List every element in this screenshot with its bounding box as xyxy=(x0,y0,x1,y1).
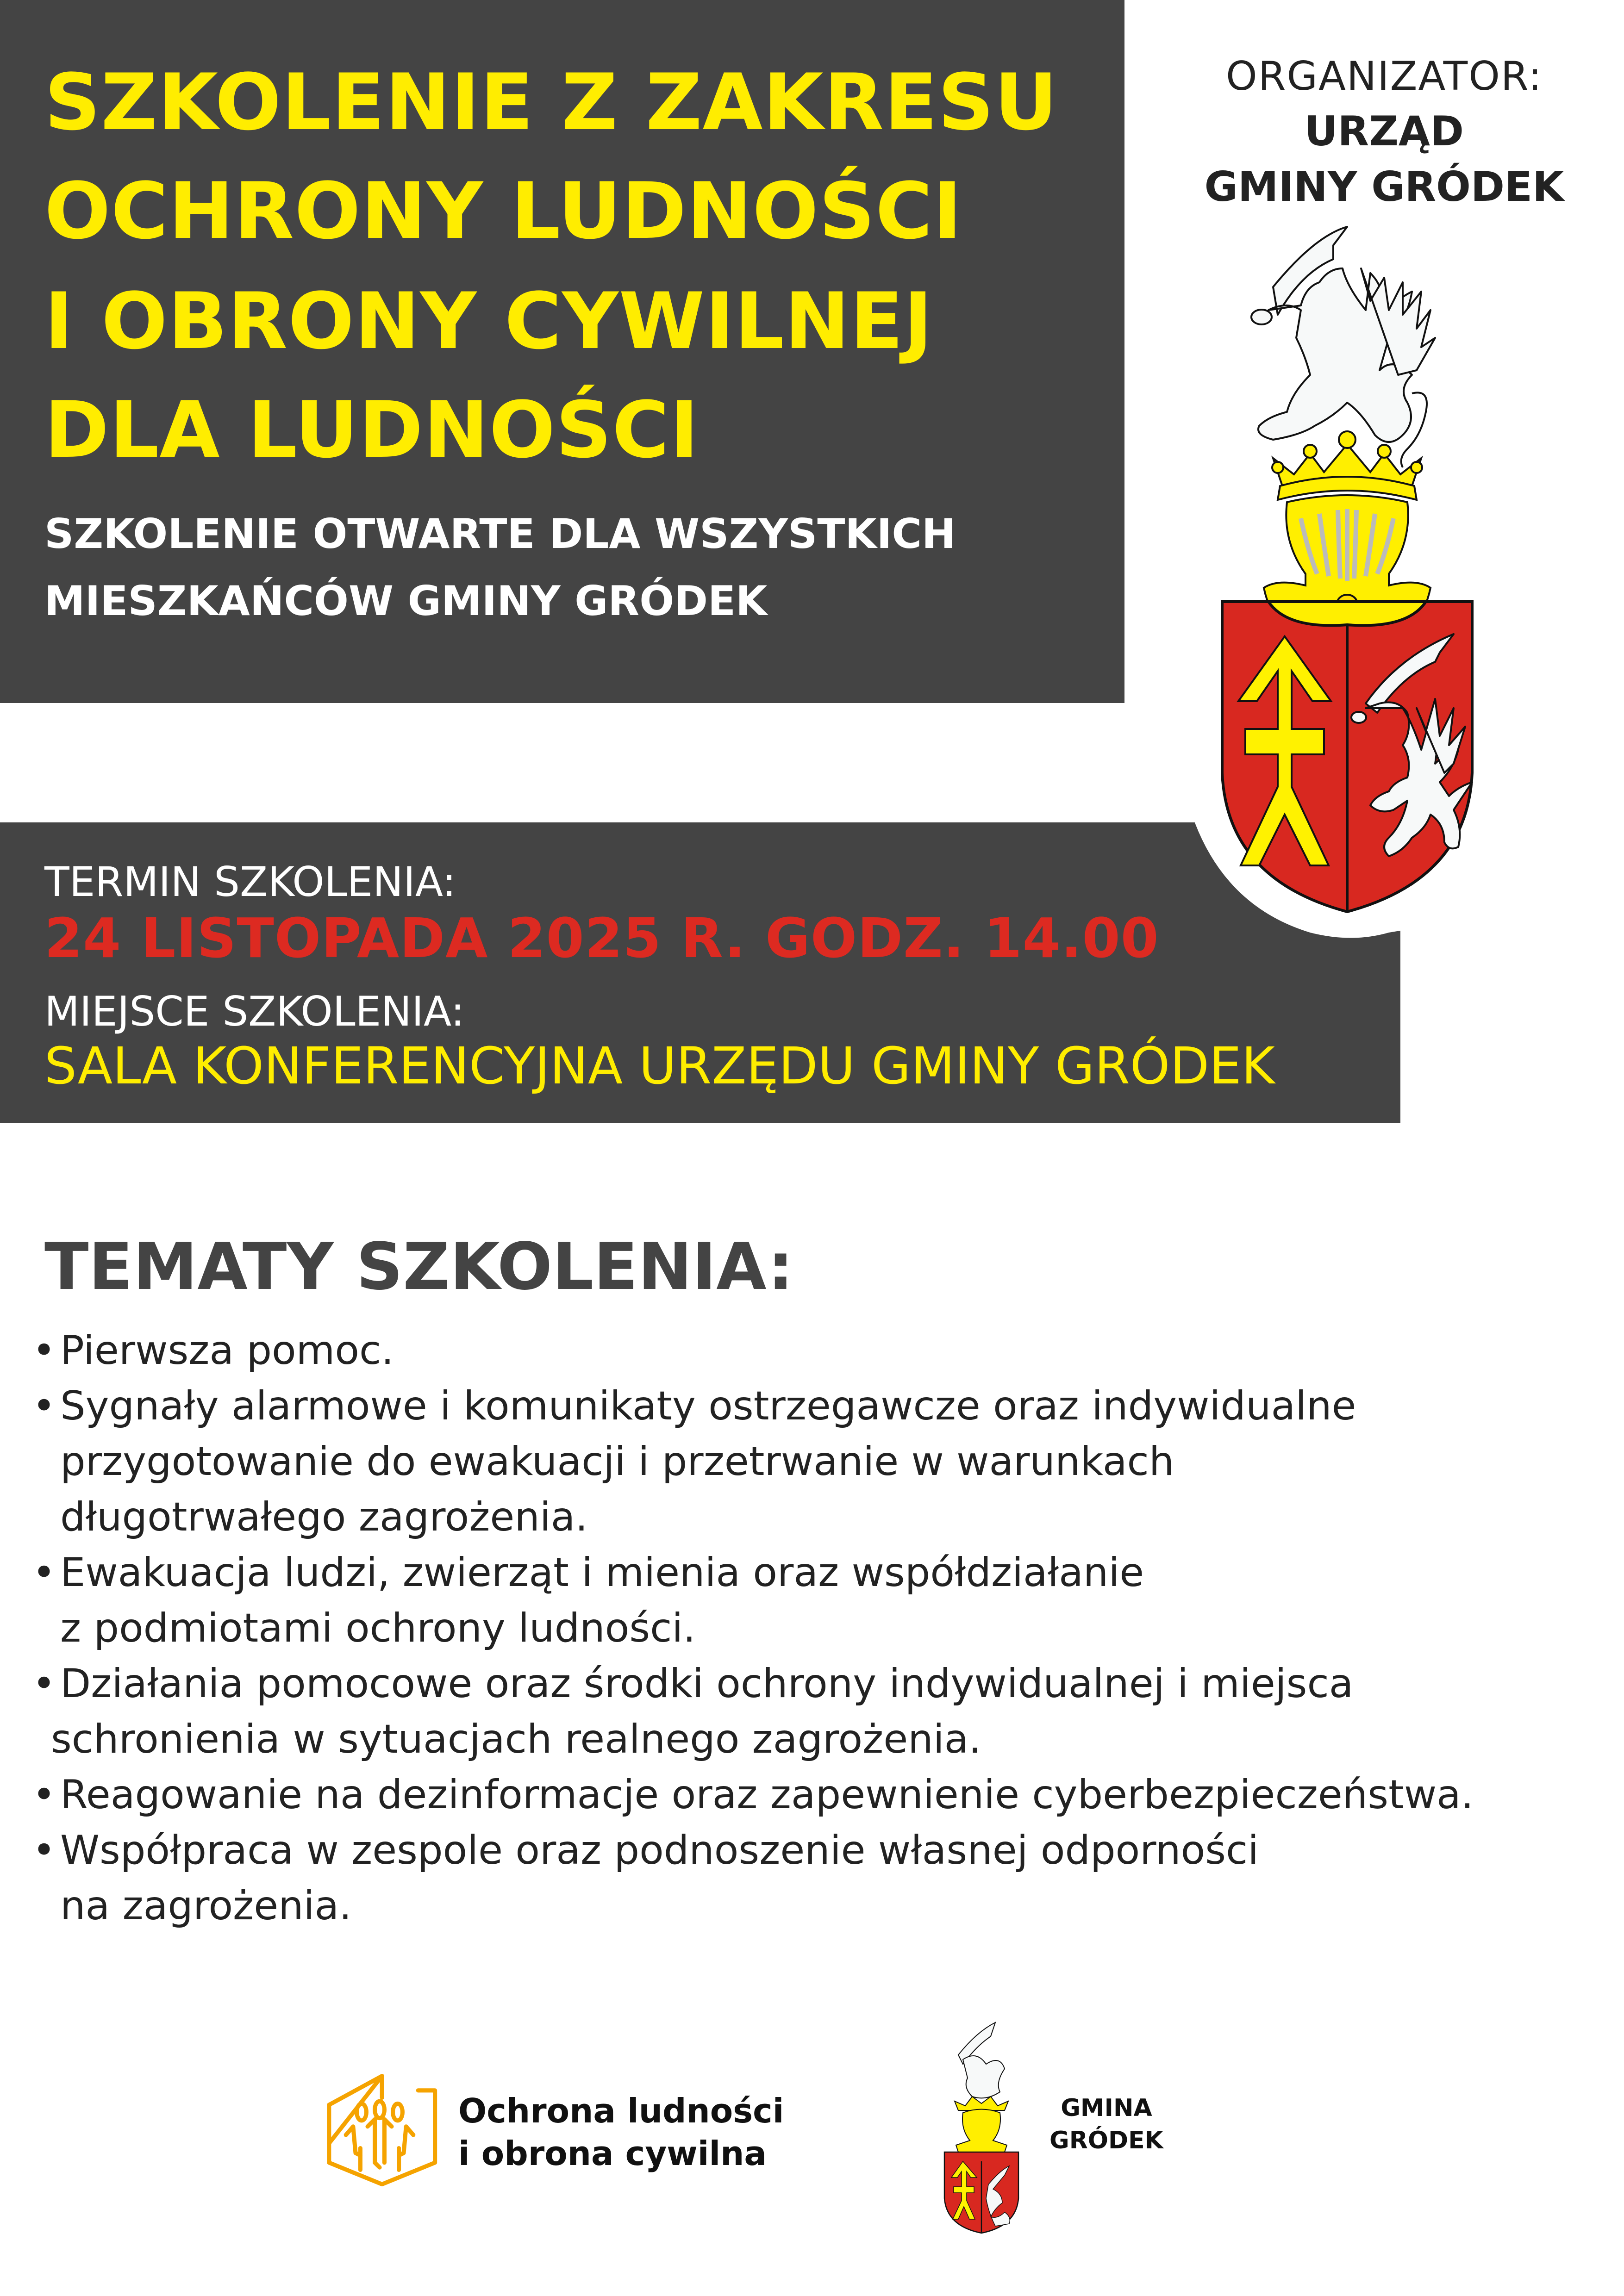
topic-continuation: przygotowanie do ewakuacji i przetrwanie w warunkach xyxy=(60,1438,1174,1485)
topic-continuation: długotrwałego zagrożenia. xyxy=(60,1494,588,1540)
topics-heading: TEMATY SZKOLENIA: xyxy=(44,1229,794,1305)
topic-item: • Ewakuacja ludzi, zwierząt i mienia oraz współdziałanie xyxy=(28,1545,1611,1600)
topics-list xyxy=(28,1323,1611,1934)
coat-of-arms-icon xyxy=(926,2013,1037,2235)
subtitle-line-1: SZKOLENIE OTWARTE DLA WSZYSTKICH xyxy=(44,510,956,558)
title-line-2: OCHRONY LUDNOŚCI xyxy=(44,166,962,256)
coat-of-arms-icon xyxy=(1194,218,1528,940)
topic-item: • Pierwsza pomoc. xyxy=(28,1323,1611,1378)
date-label: TERMIN SZKOLENIA: xyxy=(44,858,456,906)
bullet-icon: • xyxy=(32,1772,56,1818)
bullet-icon: • xyxy=(32,1549,56,1596)
place-value: SALA KONFERENCYJNA URZĘDU GMINY GRÓDEK xyxy=(44,1036,1275,1095)
civil-protection-logo-text: Ochrona ludności i obrona cywilna xyxy=(458,2091,784,2173)
people-shield-icon xyxy=(319,2069,440,2189)
organizer-name-line-2: GMINY GRÓDEK xyxy=(1204,163,1564,211)
topic-item: • Działania pomocowe oraz środki ochrony indywidualnej i miejsca xyxy=(28,1656,1611,1711)
bullet-icon: • xyxy=(32,1827,56,1873)
organizer-label: ORGANIZATOR: xyxy=(1226,53,1543,100)
place-label: MIEJSCE SZKOLENIA: xyxy=(44,988,465,1035)
topic-continuation: schronienia w sytuacjach realnego zagrożenia. xyxy=(51,1716,981,1762)
bullet-icon: • xyxy=(32,1327,56,1374)
topic-item: • Współpraca w zespole oraz podnoszenie własnej odporności xyxy=(28,1823,1611,1878)
title-line-1: SZKOLENIE Z ZAKRESU xyxy=(44,57,1058,148)
subtitle-line-2: MIESZKAŃCÓW GMINY GRÓDEK xyxy=(44,577,768,625)
topic-item: • Sygnały alarmowe i komunikaty ostrzegawcze oraz indywidualne xyxy=(28,1378,1611,1434)
date-value: 24 LISTOPADA 2025 R. GODZ. 14.00 xyxy=(44,906,1159,970)
topic-item: • Reagowanie na dezinformacje oraz zapewnienie cyberbezpieczeństwa. xyxy=(28,1767,1611,1823)
title-line-4: DLA LUDNOŚCI xyxy=(44,385,700,475)
topic-continuation: na zagrożenia. xyxy=(60,1883,352,1929)
bullet-icon: • xyxy=(32,1383,56,1429)
gmina-grodek-logo-text: GMINA GRÓDEK xyxy=(1049,2094,1163,2154)
bullet-icon: • xyxy=(32,1661,56,1707)
topic-continuation: z podmiotami ochrony ludności. xyxy=(60,1605,696,1651)
organizer-name-line-1: URZĄD xyxy=(1304,107,1464,155)
title-line-3: I OBRONY CYWILNEJ xyxy=(44,276,933,367)
